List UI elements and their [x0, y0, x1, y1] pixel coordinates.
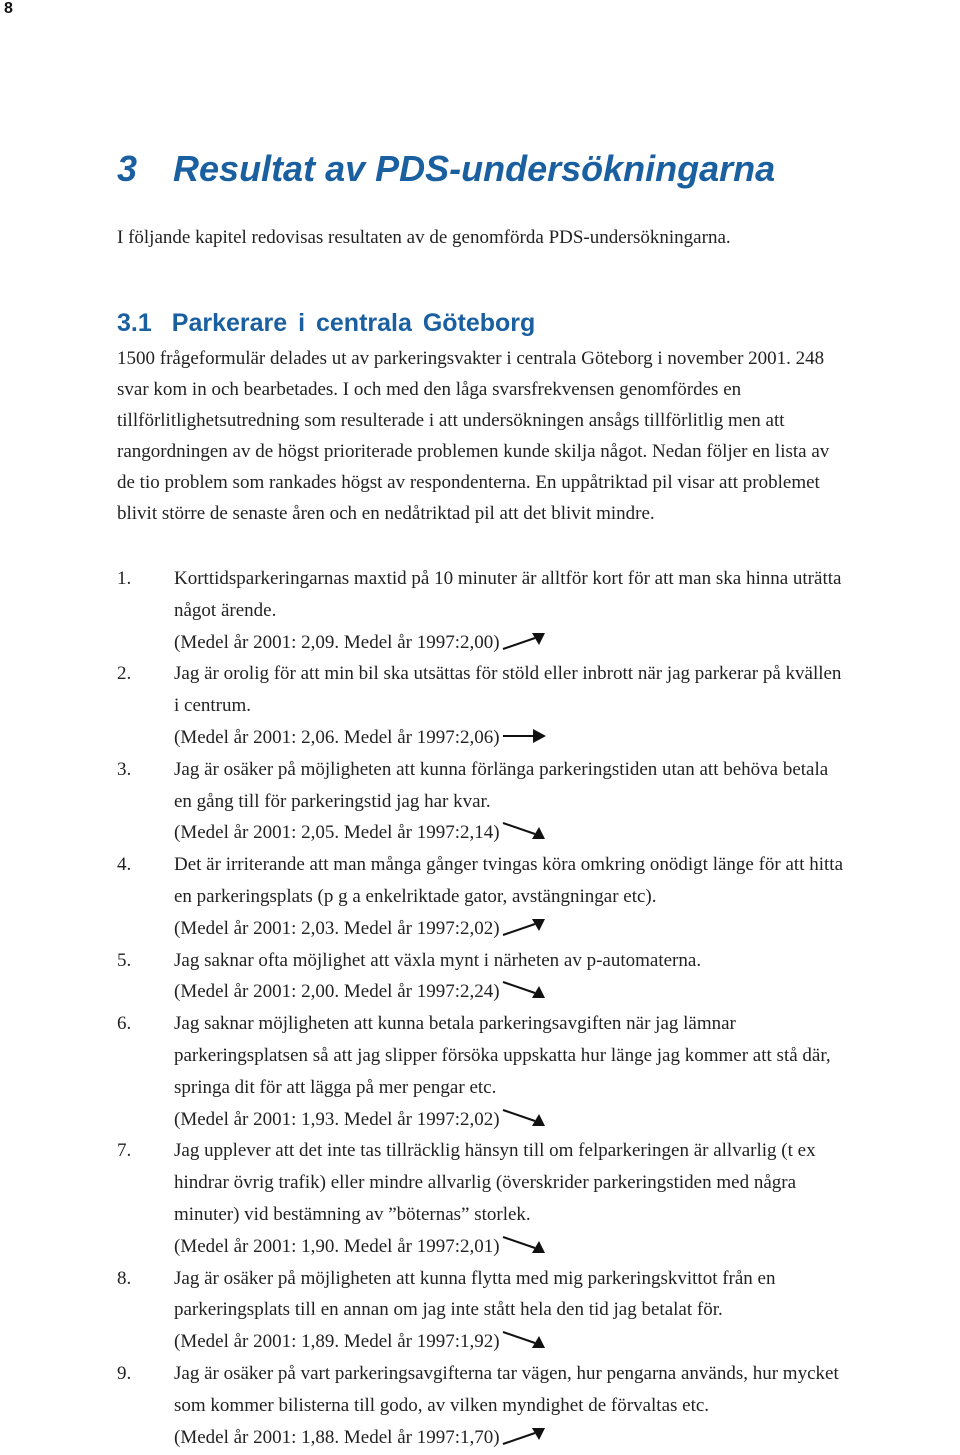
item-number: 1. — [117, 568, 132, 589]
chapter-intro: I följande kapitel redovisas resultaten av de genomförda PDS-undersökningarna. — [117, 227, 731, 248]
list-item — [117, 1008, 843, 1135]
item-text-line: en gång till för parkeringstid jag har kvar. — [174, 790, 491, 812]
body-line: 1500 frågeformulär delades ut av parkeringsvakter i centrala Göteborg i november 2001. 248 — [117, 348, 825, 369]
section-heading — [117, 309, 535, 338]
list-item — [117, 1263, 843, 1358]
item-text-line: Jag upplever att det inte tas tillräcklig hänsyn till om felparkeringen är allvarlig (t ex — [174, 1140, 816, 1162]
item-text-line: i centrum. — [174, 695, 252, 717]
item-stats-line — [174, 627, 843, 659]
trend-down-arrow-icon — [502, 980, 546, 1000]
item-stats-line — [174, 1231, 843, 1263]
list-item — [117, 1135, 843, 1262]
item-stats: (Medel år 2001: 2,03. Medel år 1997:2,02) — [174, 917, 500, 939]
item-stats-line — [174, 817, 843, 849]
item-stats: (Medel år 2001: 2,00. Medel år 1997:2,24) — [174, 981, 500, 1003]
trend-down-arrow-icon — [502, 1235, 546, 1255]
body-line: blivit större de senaste åren och en nedåtriktad pil att det blivit mindre. — [117, 503, 655, 524]
item-stats-line — [174, 913, 843, 945]
item-stats-line — [174, 1104, 843, 1136]
list-item — [117, 945, 843, 1009]
item-number: 8. — [117, 1267, 132, 1289]
section-body — [117, 343, 829, 529]
trend-down-arrow-icon — [502, 821, 546, 841]
trend-down-arrow-icon — [502, 1108, 546, 1128]
item-number: 5. — [117, 949, 132, 971]
chapter-title: Resultat av PDS-undersökningarna — [173, 148, 776, 189]
trend-down-arrow-icon — [502, 1330, 546, 1350]
item-text-line: Jag är osäker på möjligheten att kunna flytta med mig parkeringskvittot från en — [174, 1267, 776, 1289]
item-stats: (Medel år 2001: 2,06. Medel år 1997:2,06) — [174, 726, 500, 748]
item-text-line: en parkeringsplats (p g a enkelriktade gator, avstängningar etc). — [174, 885, 657, 907]
trend-up-arrow-icon — [502, 1426, 546, 1446]
item-stats-line — [174, 1326, 843, 1358]
list-item — [117, 563, 843, 658]
item-text-line: Jag saknar möjligheten att kunna betala parkeringsavgiften när jag lämnar — [174, 1013, 736, 1035]
item-text-line: Det är irriterande att man många gånger tvingas köra omkring onödigt länge för att hitta — [174, 854, 843, 876]
item-text-line: parkeringsplats till en annan om jag inte stått hela den tid jag betalat för. — [174, 1299, 723, 1321]
section-title: Parkerare i centrala Göteborg — [171, 309, 536, 337]
item-number: 7. — [117, 1140, 132, 1162]
item-text-line: parkeringsplatsen så att jag slipper försöka uppskatta hur länge jag kommer att stå där, — [174, 1044, 831, 1066]
chapter-heading — [117, 148, 775, 190]
item-stats: (Medel år 2001: 1,90. Medel år 1997:2,01) — [174, 1235, 500, 1257]
item-stats: (Medel år 2001: 1,89. Medel år 1997:1,92) — [174, 1331, 500, 1353]
body-line: rangordningen av de högst prioriterade problemen kunde skilja något. Nedan följer en lista av — [117, 441, 830, 462]
item-stats-line — [174, 976, 843, 1008]
item-number: 2. — [117, 663, 132, 685]
section-number: 3.1 — [117, 309, 152, 337]
trend-same-arrow-icon — [502, 726, 546, 746]
item-stats: (Medel år 2001: 1,88. Medel år 1997:1,70) — [174, 1426, 500, 1448]
trend-up-arrow-icon — [502, 917, 546, 937]
item-stats-line — [174, 1422, 843, 1454]
item-text-line: Korttidsparkeringarnas maxtid på 10 minuter är alltför kort för att man ska hinna uträtta — [174, 568, 842, 589]
item-number: 4. — [117, 854, 132, 876]
item-text-line: springa dit för att lägga på mer pengar etc. — [174, 1076, 497, 1098]
list-item — [117, 849, 843, 944]
body-line: de tio problem som rankades högst av respondenterna. En uppåtriktad pil visar att problemet — [117, 472, 820, 493]
item-text-line: som kommer bilisterna till godo, av vilken myndighet de förvaltas etc. — [174, 1394, 710, 1416]
list-item — [117, 1358, 843, 1453]
item-text-line: Jag saknar ofta möjlighet att växla mynt i närheten av p-automaterna. — [174, 949, 702, 971]
item-text-line: något ärende. — [174, 599, 277, 621]
item-stats-line — [174, 722, 843, 754]
item-number: 6. — [117, 1013, 132, 1035]
item-text-line: Jag är orolig för att min bil ska utsättas för stöld eller inbrott när jag parkerar på kvällen — [174, 663, 842, 685]
list-item — [117, 754, 843, 849]
trend-up-arrow-icon — [502, 631, 546, 651]
item-text-line: Jag är osäker på vart parkeringsavgifterna tar vägen, hur pengarna används, hur mycket — [174, 1362, 839, 1384]
item-number: 3. — [117, 758, 132, 780]
chapter-number: 3 — [117, 148, 138, 189]
problem-list — [117, 563, 843, 1453]
item-text-line: hindrar övrig trafik) eller mindre allvarlig (överskrider parkeringstiden med några — [174, 1172, 797, 1194]
item-number: 9. — [117, 1362, 132, 1384]
body-line: tillförlitlighetsutredning som resulterade i att undersökningen ansågs tillförlitlig men att — [117, 410, 785, 431]
list-item — [117, 658, 843, 753]
body-line: svar kom in och bearbetades. I och med den låga svarsfrekvensen genomfördes en — [117, 379, 742, 400]
item-text-line: minuter) vid bestämning av ”böternas” storlek. — [174, 1203, 531, 1225]
item-stats: (Medel år 2001: 1,93. Medel år 1997:2,02) — [174, 1108, 500, 1130]
item-text-line: Jag är osäker på möjligheten att kunna förlänga parkeringstiden utan att behöva betala — [174, 758, 829, 780]
page-number: 8 — [4, 0, 13, 17]
item-stats: (Medel år 2001: 2,05. Medel år 1997:2,14) — [174, 822, 500, 844]
item-stats: (Medel år 2001: 2,09. Medel år 1997:2,00) — [174, 631, 500, 653]
